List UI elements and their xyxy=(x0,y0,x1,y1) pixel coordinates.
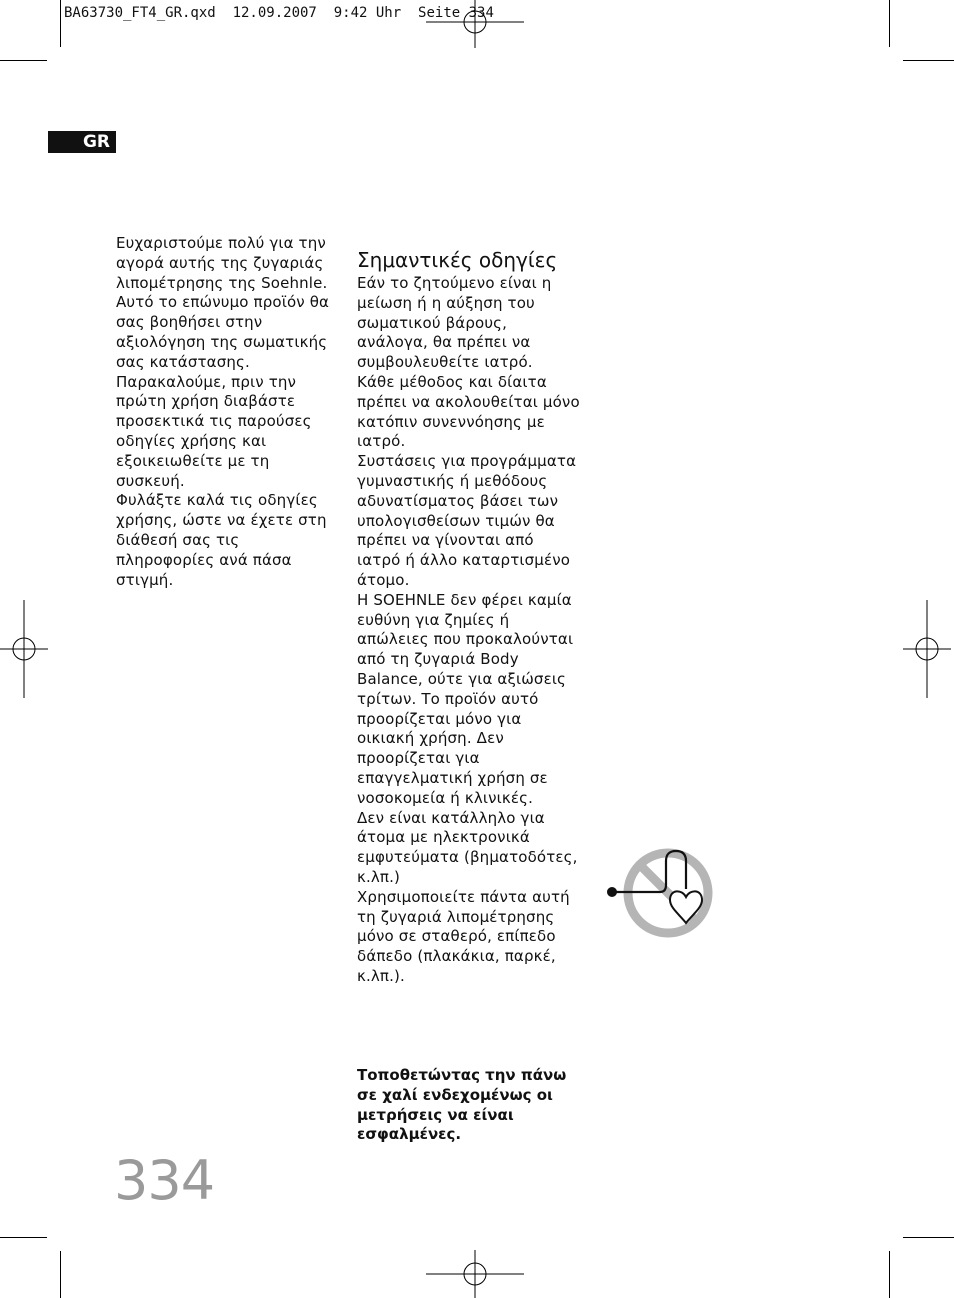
important-paragraph: Εάν το ζητούμενο είναι η μείωση ή η αύξηση του σωματικού βάρους, ανάλογα, θα πρέπει να συμβουλευθείτε ιατρό. xyxy=(357,274,552,372)
crop-mark xyxy=(889,0,890,47)
important-paragraph: Χρησιμοποιείτε πάντα αυτή τη ζυγαριά λιπομέτρησης μόνο σε σταθερό, επίπεδο δάπεδο (πλακάκια, παρκέ, κ.λπ.). xyxy=(357,887,570,985)
intro-paragraph: Φυλάξτε καλά τις οδηγίες χρήσης, ώστε να έχετε στη διάθεσή σας τις πληροφορίες ανά πάσα στιγμή. xyxy=(116,491,327,589)
important-paragraph: Η SOEHNLE δεν φέρει καμία ευθύνη για ζημίες ή απώλειες που προκαλούνται από τη ζυγαριά Body Balance, ούτε για αξιώσεις τρίτων. Το προϊόν αυτό προορίζεται μόνο για οικιακή χρήση. Δεν προορίζεται για επαγγελματική χρήση σε νοσοκομεία ή κλινικές. xyxy=(357,590,574,807)
slug-date: 12.09.2007 xyxy=(232,5,317,21)
crop-mark xyxy=(903,60,954,61)
section-heading: Σημαντικές οδηγίες xyxy=(357,247,558,272)
carpet-warning: Τοποθετώντας την πάνω σε χαλί ενδεχομένως οι μετρήσεις να είναι εσφαλμένες. xyxy=(357,1066,567,1144)
slug-time: 9:42 Uhr xyxy=(333,5,402,21)
important-paragraph: Συστάσεις για προγράμματα γυμναστικής ή μεθόδους αδυνατίσματος βάσει των υπολογισθείσων τιμών θα πρέπει να γίνονται από ιατρό ή άλλο καταρτισμένο άτομο. xyxy=(357,452,577,589)
language-tab xyxy=(48,131,116,153)
important-column xyxy=(357,274,582,987)
slug-filename: BA63730_FT4_GR.qxd xyxy=(64,5,216,21)
intro-paragraph: Αυτό το επώνυμο προϊόν θα σας βοηθήσει στην αξιολόγηση της σωματικής σας κατάστασης. xyxy=(116,293,330,371)
crop-mark xyxy=(60,0,61,47)
crop-mark xyxy=(903,1237,954,1238)
slug-page-label: Seite 334 xyxy=(418,5,494,21)
crop-mark xyxy=(0,60,47,61)
no-pacemaker-icon xyxy=(600,845,720,945)
crop-mark xyxy=(60,1251,61,1298)
crop-mark xyxy=(889,1251,890,1298)
intro-column xyxy=(116,234,336,590)
registration-mark-icon xyxy=(903,600,951,698)
registration-mark-icon xyxy=(0,600,48,698)
important-paragraph: Δεν είναι κατάλληλο για άτομα με ηλεκτρονικά εμφυτεύματα (βηματοδότες, κ.λπ.) xyxy=(357,808,578,886)
language-tab-label: GR xyxy=(82,132,110,152)
important-paragraph: Κάθε μέθοδος και δίαιτα πρέπει να ακολουθείται μόνο κατόπιν συνεννόησης με ιατρό. xyxy=(357,372,580,451)
intro-paragraph: Ευχαριστούμε πολύ για την αγορά αυτής της ζυγαριάς λιπομέτρησης της Soehnle. xyxy=(116,234,328,292)
crop-mark xyxy=(0,1237,47,1238)
registration-mark-icon xyxy=(426,1250,524,1298)
intro-paragraph: Παρακαλούμε, πριν την πρώτη χρήση διαβάστε προσεκτικά τις παρούσες οδηγίες χρήσης και εξοικειωθείτε με τη συσκευή. xyxy=(116,372,312,490)
page-number: 334 xyxy=(114,1149,215,1212)
registration-mark-icon xyxy=(426,0,524,48)
